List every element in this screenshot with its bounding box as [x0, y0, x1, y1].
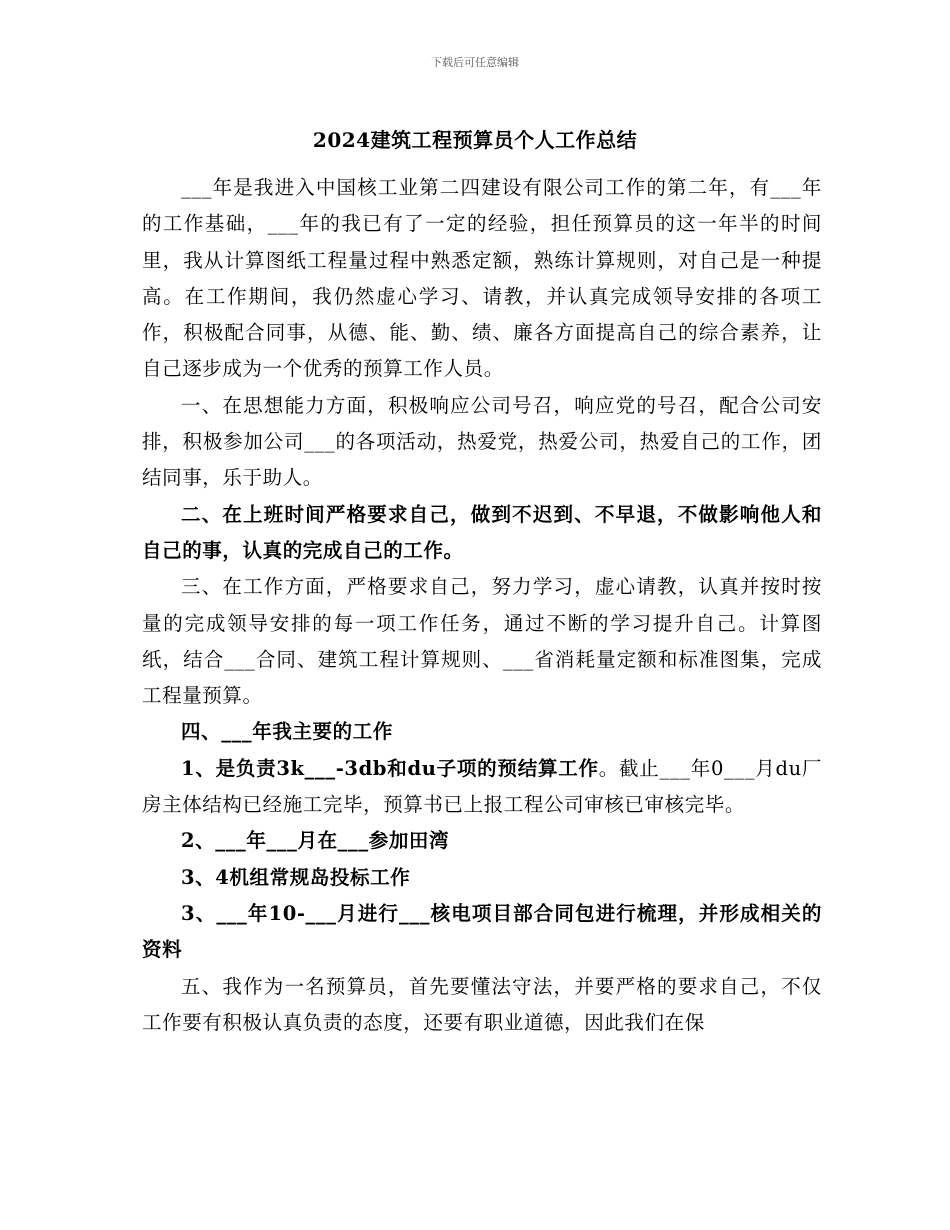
- paragraph-section-3: 三、在工作方面，严格要求自己，努力学习，虚心请教，认真并按时按量的完成领导安排的每一项工作任务，通过不断的学习提升自己。计算图纸，结合___合同、建筑工程计算规则、___省消耗量定额和标准图集，完成工程量预算。: [142, 575, 822, 708]
- header-note: 下载后可任意编辑: [431, 56, 519, 69]
- paragraph-item-3b: 3、___年10-___月进行___核电项目部合同包进行梳理，并形成相关的资料: [142, 901, 822, 962]
- paragraph-section-4-heading: 四、___年我主要的工作: [181, 720, 393, 744]
- paragraph-item-1: [142, 751, 822, 824]
- paragraph-item-3a: 3、4机组常规岛投标工作: [181, 865, 411, 889]
- paragraph-section-1: 一、在思想能力方面，积极响应公司号召，响应党的号召，配合公司安排，积极参加公司___的各项活动，热爱党，热爱公司，热爱自己的工作，团结同事，乐于助人。: [142, 393, 822, 490]
- item-1-normal-text: 。截止___年0___月du厂房主体结构已经施工完毕，预算书已上报工程公司审核已审核完毕。: [142, 756, 823, 817]
- paragraph-intro: ___年是我进入中国核工业第二四建设有限公司工作的第二年，有___年的工作基础，___年的我已有了一定的经验，担任预算员的这一年半的时间里，我从计算图纸工程量过程中熟悉定额，熟练计算规则，对自己是一种提高。在工作期间，我仍然虚心学习、请教，并认真完成领导安排的各项工作，积极配合同事，从德、能、勤、绩、廉各方面提高自己的综合素养，让自己逐步成为一个优秀的预算工作人员。: [142, 176, 822, 381]
- paragraph-section-2: 二、在上班时间严格要求自己，做到不迟到、不早退，不做影响他人和自己的事，认真的完成自己的工作。: [142, 502, 822, 562]
- paragraph-item-2: 2、___年___月在___参加田湾: [181, 829, 450, 853]
- paragraph-section-5: 五、我作为一名预算员，首先要懂法守法，并要严格的要求自己，不仅工作要有积极认真负责的态度，还要有职业道德，因此我们在保: [142, 974, 822, 1034]
- document-title: 2024建筑工程预算员个人工作总结: [312, 128, 638, 152]
- document-body: [142, 170, 822, 1041]
- item-1-bold-text: 1、是负责3k___-3db和du子项的预结算工作: [181, 756, 599, 780]
